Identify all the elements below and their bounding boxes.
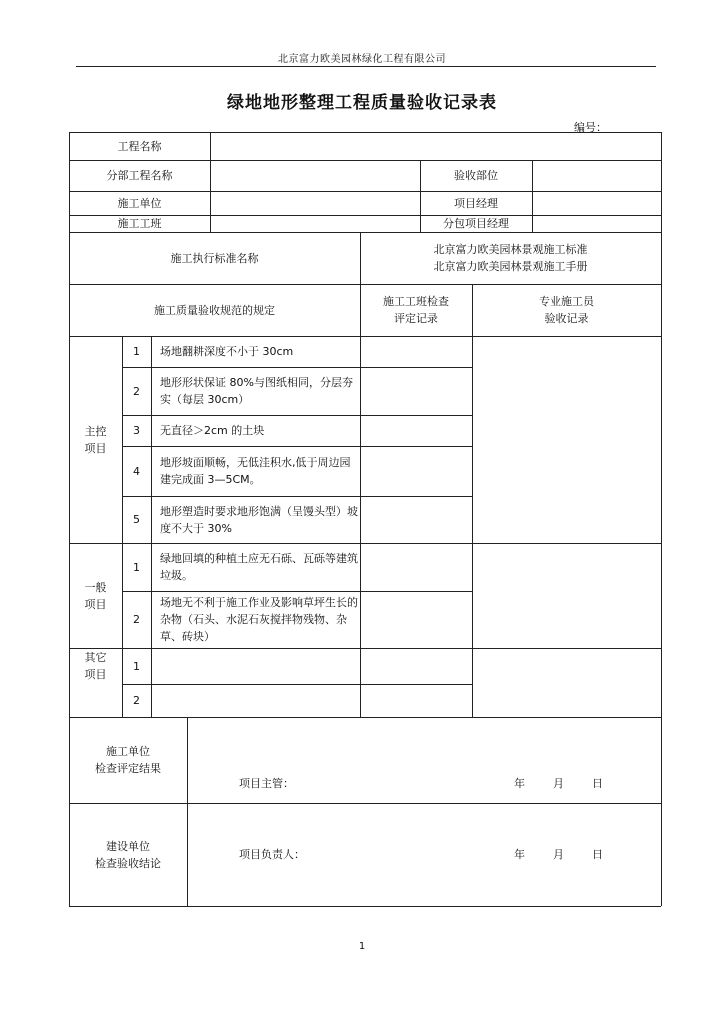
inspector-header-line-1: 专业施工员 bbox=[539, 295, 594, 308]
table-line bbox=[69, 906, 661, 907]
inspector-header-line-2: 验收记录 bbox=[544, 312, 589, 325]
project-name-label: 工程名称 bbox=[117, 139, 162, 153]
item-number: 1 bbox=[133, 659, 140, 673]
item-text: 场地无不利于施工作业及影响草坪生长的杂物（石头、水泥石灰搅拌物残物、杂草、砖块） bbox=[160, 596, 358, 643]
item-text: 场地翻耕深度不小于 30cm bbox=[160, 345, 294, 358]
team-check-header-line-2: 评定记录 bbox=[394, 312, 438, 325]
item-number: 2 bbox=[133, 694, 140, 707]
table-line bbox=[472, 284, 473, 717]
team-check-column-header bbox=[360, 284, 472, 336]
other-group-line-1: 其它 bbox=[84, 651, 107, 664]
year-label: 年 bbox=[514, 777, 525, 790]
day-label: 日 bbox=[592, 848, 603, 861]
serial-number-label: 编号： bbox=[574, 121, 607, 134]
sub-manager-value[interactable] bbox=[532, 215, 661, 232]
month-label: 月 bbox=[553, 777, 564, 790]
main-group-line-2: 项目 bbox=[84, 441, 107, 455]
project-name-value[interactable] bbox=[210, 132, 661, 160]
team-check-header-line-1: 施工工班检查 bbox=[383, 295, 449, 308]
other-group-line-2: 项目 bbox=[84, 668, 107, 681]
page-number: 1 bbox=[358, 941, 366, 952]
sub-manager-label: 分包项目经理 bbox=[443, 217, 509, 230]
construction-team-value[interactable] bbox=[210, 215, 420, 232]
company-header: 北京富力欧美园林绿化工程有限公司 bbox=[278, 54, 446, 65]
item-number: 2 bbox=[133, 384, 140, 398]
item-text: 地形坡面顺畅，无低洼积水,低于周边园建完成面 3—5CM。 bbox=[160, 456, 351, 486]
table-line bbox=[187, 717, 188, 906]
header-divider bbox=[76, 66, 656, 67]
item-number: 2 bbox=[133, 613, 140, 626]
item-number: 5 bbox=[133, 513, 140, 526]
main-control-group-label bbox=[69, 336, 122, 543]
construction-result-line-2: 检查评定结果 bbox=[95, 762, 161, 775]
month-label: 月 bbox=[553, 848, 564, 861]
construction-unit-label: 施工单位 bbox=[117, 196, 162, 210]
sub-project-value[interactable] bbox=[210, 160, 420, 191]
standard-line-2: 北京富力欧美园林景观施工手册 bbox=[433, 260, 588, 273]
table-line bbox=[122, 684, 472, 685]
project-manager-value[interactable] bbox=[532, 191, 661, 215]
construction-result-label bbox=[69, 717, 187, 803]
item-text: 地形塑造时要求地形饱满（呈馒头型）坡度不大于 30% bbox=[160, 504, 358, 535]
general-group-label bbox=[69, 543, 122, 648]
sub-project-label: 分部工程名称 bbox=[106, 169, 173, 182]
day-label: 日 bbox=[592, 777, 603, 790]
standard-line-1: 北京富力欧美园林景观施工标准 bbox=[433, 243, 588, 256]
construction-team-label: 施工工班 bbox=[117, 217, 162, 230]
other-group-label bbox=[69, 648, 122, 684]
item-number: 1 bbox=[133, 560, 140, 574]
project-manager-label: 项目经理 bbox=[454, 196, 498, 210]
general-group-line-2: 项目 bbox=[84, 597, 107, 611]
page-title: 绿地地形整理工程质量验收记录表 bbox=[227, 93, 497, 113]
item-text: 地形形状保证 80%与图纸相同，分层夯实（每层 30cm） bbox=[160, 376, 353, 406]
spec-column-header: 施工质量验收规范的规定 bbox=[154, 303, 275, 317]
item-text: 无直径＞2cm 的土块 bbox=[160, 424, 265, 437]
supervisor-label: 项目主管： bbox=[239, 777, 294, 790]
general-group-line-1: 一般 bbox=[84, 580, 107, 594]
item-number: 3 bbox=[133, 424, 140, 437]
item-text: 绿地回填的种植土应无石砾、瓦砾等建筑垃圾。 bbox=[160, 552, 358, 582]
owner-result-line-1: 建设单位 bbox=[106, 839, 150, 853]
construction-unit-value[interactable] bbox=[210, 191, 420, 215]
owner-result-label bbox=[69, 803, 187, 906]
construction-result-line-1: 施工单位 bbox=[106, 745, 150, 758]
main-group-line-1: 主控 bbox=[84, 424, 107, 438]
table-line bbox=[661, 132, 662, 906]
standard-label: 施工执行标准名称 bbox=[170, 251, 259, 265]
owner-result-line-2: 检查验收结论 bbox=[95, 856, 161, 870]
standard-names bbox=[360, 232, 661, 284]
year-label: 年 bbox=[514, 848, 525, 861]
item-number: 4 bbox=[133, 464, 140, 478]
table-line bbox=[69, 648, 661, 649]
acceptance-part-label: 验收部位 bbox=[454, 169, 498, 182]
acceptance-part-value[interactable] bbox=[532, 160, 661, 191]
inspector-column-header bbox=[472, 284, 661, 336]
item-number: 1 bbox=[133, 345, 140, 358]
responsible-label: 项目负责人： bbox=[239, 848, 305, 861]
